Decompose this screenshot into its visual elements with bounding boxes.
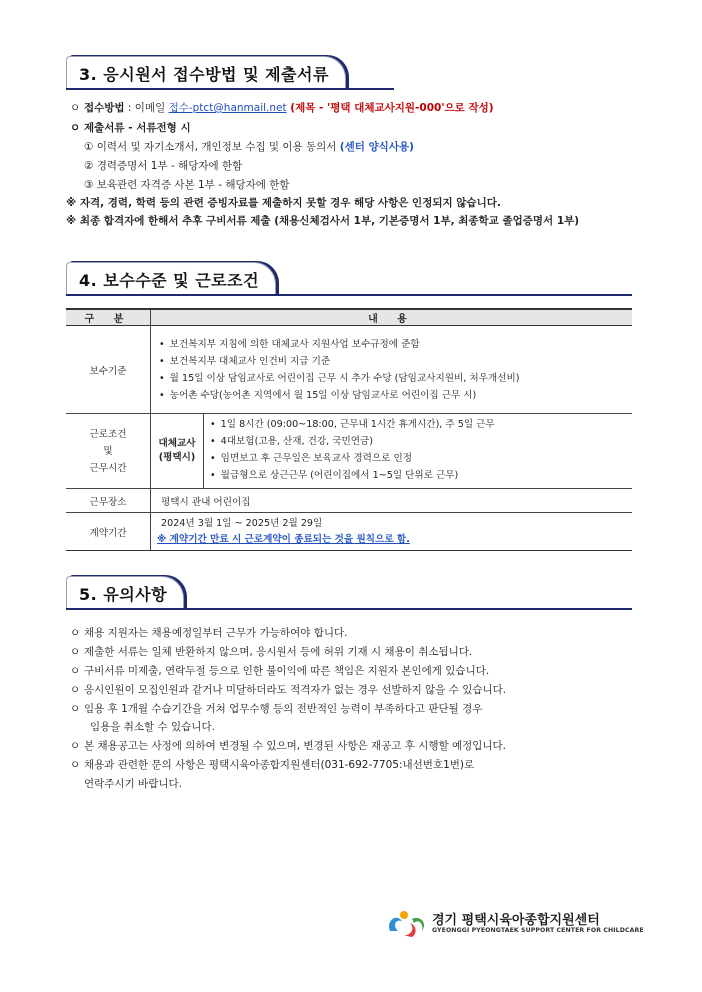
center-name-en: GYEONGGI PYEONGTAEK SUPPORT CENTER FOR CHILDCARE bbox=[432, 927, 644, 934]
section-5-title: 5. 유의사항 bbox=[66, 576, 184, 609]
notice-item: ㅇ 구비서류 미제출, 연락두절 등으로 인한 불이익에 따른 책임은 지원자 본인에게 있습니다. bbox=[70, 665, 490, 677]
doc-item-2: ② 경력증명서 1부 - 해당자에 한함 bbox=[84, 160, 243, 172]
section-3-title: 3. 응시원서 접수방법 및 제출서류 bbox=[66, 56, 346, 89]
list-item: • 농어촌 수당(농어촌 지역에서 월 15일 이상 담임교사로 어린이집 근무 시) bbox=[159, 387, 632, 404]
list-item: • 1일 8시간 (09:00~18:00, 근무내 1시간 휴게시간), 주 5일 근무 bbox=[210, 416, 495, 433]
email-link[interactable]: 접수-ptct@hanmail.net bbox=[168, 102, 287, 114]
center-name-kr: 경기 평택시육아종합지원센터 bbox=[432, 913, 600, 928]
note-1: ※ 자격, 경력, 학력 등의 관련 증빙자료를 제출하지 못할 경우 해당 사항은 인정되지 않습니다. bbox=[66, 197, 501, 209]
notice-item: ㅇ 채용 지원자는 채용예정일부터 근무가 가능하여야 합니다. bbox=[70, 627, 348, 639]
docs-heading: ㅇ 제출서류 - 서류전형 시 bbox=[70, 122, 191, 134]
table-row bbox=[66, 513, 632, 551]
center-logo bbox=[384, 907, 644, 941]
term-value: 2024년 3월 1일 ~ 2025년 2월 29일 bbox=[161, 517, 323, 529]
list-item: • 임면보고 후 근무일은 보육교사 경력으로 인정 bbox=[210, 450, 495, 467]
list-item: • 보건복지부 지침에 의한 대체교사 지원사업 보수규정에 준함 bbox=[159, 336, 632, 353]
table-row bbox=[66, 489, 632, 513]
col-header-content: 내 용 bbox=[151, 309, 633, 326]
table-row bbox=[66, 326, 632, 414]
pay-list bbox=[151, 332, 632, 408]
notice-item-cont: 연락주시기 바랍니다. bbox=[84, 778, 182, 790]
method-note: (제목 - '평택 대체교사지원-000'으로 작성) bbox=[286, 102, 494, 114]
col-header-category: 구 분 bbox=[66, 309, 151, 326]
list-item: • 4대보험(고용, 산재, 건강, 국민연금) bbox=[210, 433, 495, 450]
place-label: 근무장소 bbox=[66, 489, 151, 513]
term-note: ※ 계약기간 만료 시 근로계약이 종료되는 것을 원칙으로 함. bbox=[157, 533, 410, 545]
section-4-title: 4. 보수수준 및 근로조건 bbox=[66, 262, 276, 295]
conditions-table bbox=[66, 308, 632, 551]
notice-item: ㅇ 응시인원이 모집인원과 같거나 미달하더라도 적격자가 없는 경우 선발하지 않을 수 있습니다. bbox=[70, 684, 507, 696]
notice-item: ㅇ 임용 후 1개월 수습기간을 거쳐 업무수행 등의 전반적인 능력이 부족하다고 판단될 경우 bbox=[70, 703, 483, 715]
list-item: • 보건복지부 대체교사 인건비 지급 기준 bbox=[159, 353, 632, 370]
note-2: ※ 최종 합격자에 한해서 추후 구비서류 제출 (채용신체검사서 1부, 기본증명서 1부, 최종학교 졸업증명서 1부) bbox=[66, 215, 580, 227]
table-row bbox=[66, 414, 632, 489]
pay-label: 보수기준 bbox=[66, 326, 151, 414]
place-value: 평택시 관내 어린이집 bbox=[151, 489, 633, 513]
doc-item-1: ① 이력서 및 자기소개서, 개인정보 수집 및 이용 동의서 (센터 양식사용) bbox=[84, 141, 414, 153]
list-item: • 월 15일 이상 담임교사로 어린이집 근무 시 추가 수당 (담임교사지원비, 처우개선비) bbox=[159, 370, 632, 387]
section-5-header bbox=[66, 576, 236, 610]
section-3-header bbox=[66, 56, 394, 90]
list-item: • 월급형으로 상근근무 (어린이집에서 1~5일 단위로 근무) bbox=[210, 467, 495, 484]
work-sub-label: 대체교사 (평택시) bbox=[151, 414, 204, 488]
notice-item: ㅇ 채용과 관련한 문의 사항은 평택시육아종합지원센터(031-692-7705:내선번호1번)로 bbox=[70, 759, 475, 771]
table-header-row bbox=[66, 309, 632, 326]
section-4-header bbox=[66, 262, 316, 296]
notice-item: ㅇ 본 채용공고는 사정에 의하여 변경될 수 있으며, 변경된 사항은 재공고 후 시행할 예정입니다. bbox=[70, 740, 507, 752]
method-line: ㅇ 접수방법 : 이메일 접수-ptct@hanmail.net (제목 - '평택 대체교사지원-000'으로 작성) bbox=[70, 102, 494, 114]
notice-item-cont: 임용을 취소할 수 있습니다. bbox=[90, 721, 215, 733]
notice-item: ㅇ 제출한 서류는 일체 반환하지 않으며, 응시원서 등에 허위 기재 시 채용이 취소됩니다. bbox=[70, 646, 473, 658]
center-logo-icon bbox=[384, 907, 430, 941]
term-label: 계약기간 bbox=[66, 513, 151, 551]
doc-item-3: ③ 보육관련 자격증 사본 1부 - 해당자에 한함 bbox=[84, 179, 290, 191]
work-list bbox=[204, 414, 495, 488]
work-label: 근로조건 및 근무시간 bbox=[66, 414, 151, 489]
